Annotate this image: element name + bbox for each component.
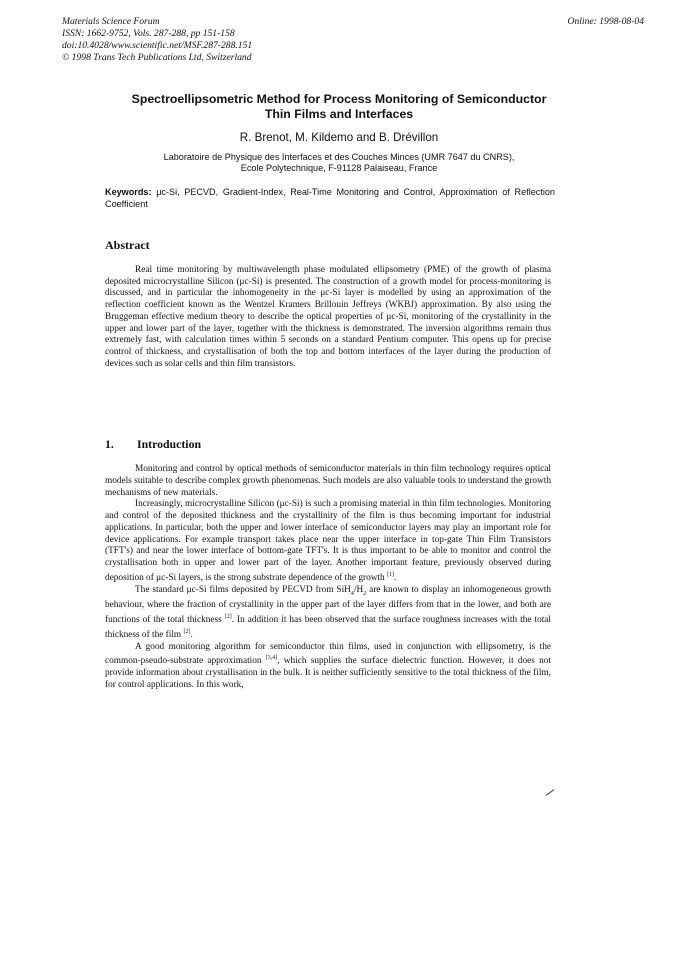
affiliation-line-2: Ecole Polytechnique, F-91128 Palaiseau, France xyxy=(240,163,438,174)
intro-p4-text-a: A good monitoring algorithm for semiconductor thin films, used in conjunction with ellipsometry, is the common-pseudo-substrate approximation xyxy=(105,641,551,667)
citation-2a: [2] xyxy=(224,613,232,620)
affiliation-line-1: Laboratoire de Physique des Interfaces et des Couches Minces (UMR 7647 du CNRS), xyxy=(163,152,515,162)
abstract-heading: Abstract xyxy=(105,238,150,252)
keywords-label: Keywords: xyxy=(105,187,152,197)
journal-header xyxy=(62,16,252,64)
issn-line: ISSN: 1662-9752, Vols. 287-288, pp 151-158 xyxy=(62,28,235,39)
online-date: Online: 1998-08-04 xyxy=(567,16,644,27)
intro-p3-text-c: are known to display an inhomogeneous growth behaviour, where the fraction of crystallinity in the upper part of the layer differs from that in the lower, and both are functions of the total thickness xyxy=(105,584,552,626)
citation-1: [1] xyxy=(387,571,395,578)
introduction-body xyxy=(105,464,551,692)
citation-3-4: [3,4] xyxy=(265,655,278,662)
copyright-line: © 1998 Trans Tech Publications Ltd, Switzerland xyxy=(62,52,252,63)
intro-paragraph-2: Increasingly, microcrystalline Silicon (μc-Si) is such a promising material in thin film technologies. Monitoring and control of the deposited thickness and the crystallinity of the film is thus becoming important for industrial applications. In particular, both the upper and lower interface of semiconductor layers may play an important role for device applications. For example transport takes place near the upper interface in top-gate Thin Film Transistors (TFT's) and near the lower interface of bottom-gate TFT's. It is thus important to be able to monitor and control the crystallisation both in upper and lower part of the layer. Another important feature, previously observed during deposition of μc-Si layers, is the strong substrate dependence of the growth [1]. xyxy=(105,499,551,583)
stray-pen-mark xyxy=(546,789,555,796)
subscript-2: 2 xyxy=(363,590,367,597)
abstract-text: Real time monitoring by multiwavelength phase modulated ellipsometry (PME) of the growth of plasma deposited microcrystalline Silicon (μc-Si) is presented. The construction of a growth model for process-monitoring is discussed, and in particular the inhomogeneity in the μc-Si layer is modelled by using an approximation of the reflection coefficient known as the Wentzel Kramers Brillouin Jeffreys (WKBJ) approximation. By also using the Bruggeman effective medium theory to describe the optical properties of μc-Si, monitoring of the crystallinity in the upper and lower part of the layer, together with the thickness is demonstrated. The inversion algorithms remain thus extremely fast, with calculation times within 5 seconds on a standard Pentium computer. This opens up for precise control of thickness, and crystallisation of both the top and bottom interfaces of the layer during the production of devices such as solar cells and thin film transistors. xyxy=(105,265,551,369)
journal-name: Materials Science Forum xyxy=(62,16,160,27)
intro-paragraph-3: The standard μc-Si films deposited by PECVD from $SiH_4/H_2$ are known to display an inhomogeneous growth behaviour, where the fraction of crystallinity in the upper part of the layer differs from that in the lower, and both are functions of the total thickness [2]. In addition it has been observed that the surface roughness increases with the total thickness of the film [2]. xyxy=(105,584,552,640)
paper-title xyxy=(90,92,588,121)
affiliation xyxy=(90,152,588,175)
intro-p3-text-d: . In addition it has been observed that the surface roughness increases with the total thickness of the film xyxy=(105,615,552,640)
section-number: 1. xyxy=(105,437,114,451)
intro-p3-text-b: /H xyxy=(353,584,364,595)
keywords-text: μc-Si, PECVD, Gradient-Index, Real-Time Monitoring and Control, Approximation of Reflection Coefficient xyxy=(105,187,555,209)
subscript-4: 4 xyxy=(350,590,354,597)
intro-paragraph-4 xyxy=(105,642,551,692)
keywords xyxy=(105,187,555,210)
intro-p4-text-b: , which supplies the surface dielectric function. However, it does not provide information about crystallisation in the bulk. It is neither sufficiently sensitive to the total thickness of the film, for control applications. In this work, xyxy=(105,656,551,690)
intro-paragraph-1: Monitoring and control by optical methods of semiconductor materials in thin film technology requires optical models suitable to describe complex growth phenomenas. Such models are also valuable tools to understand the growth mechanisms of new materials. xyxy=(105,464,551,498)
citation-2b: [2] xyxy=(183,628,191,635)
intro-p3-text-a: The standard μc-Si films deposited by PECVD from SiH xyxy=(135,584,351,595)
section-title: Introduction xyxy=(137,437,202,451)
title-line-1: Spectroellipsometric Method for Process Monitoring of Semiconductor xyxy=(131,92,547,106)
introduction-heading xyxy=(105,437,201,452)
title-line-2: Thin Films and Interfaces xyxy=(264,106,414,121)
authors: R. Brenot, M. Kildemo and B. Drévillon xyxy=(239,131,439,144)
doi-link[interactable]: doi:10.4028/www.scientific.net/MSF.287-288.151 xyxy=(62,40,253,51)
intro-p2-text: Increasingly, microcrystalline Silicon (μc-Si) is such a promising material in thin film technologies. Monitoring and control of the deposited thickness and the crystallinity of the film is thus becoming important for industrial applications. In particular, both the upper and lower interface of semiconductor layers may play an important role for device applications. For example transport takes place near the upper interface in top-gate Thin Film Transistors (TFT's) and near the lower interface of bottom-gate TFT's. It is thus important to be able to monitor and control the crystallisation both in upper and lower part of the layer. Another important feature, previously observed during deposition of μc-Si layers, is the strong substrate dependence of the growth xyxy=(105,499,551,583)
